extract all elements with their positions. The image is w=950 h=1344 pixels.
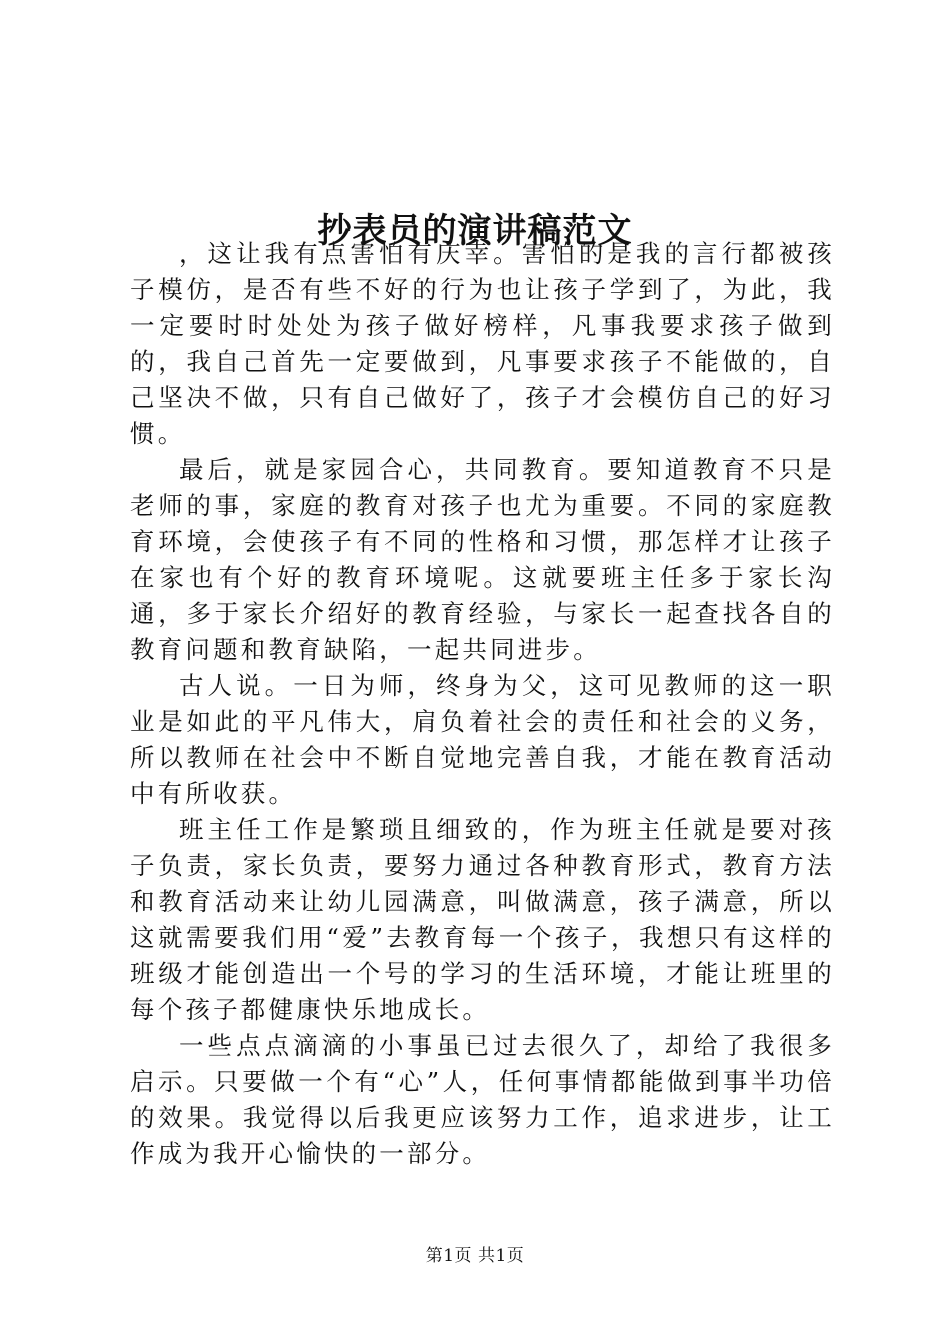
document-title: 抄表员的演讲稿范文: [317, 210, 633, 251]
paragraph-1: ，这让我有点害怕有庆幸。害怕的是我的言行都被孩子模仿，是否有些不好的行为也让孩子学到了，为此，我一定要时时处处为孩子做好榜样，凡事我要求孩子做到的，我自己首先一定要做到，凡事要求孩子不能做的，自己坚决不做，只有自己做好了，孩子才会模仿自己的好习惯。: [130, 239, 835, 448]
paragraph-5: 一些点点滴滴的小事虽已过去很久了，却给了我很多启示。只要做一个有“心”人，任何事情都能做到事半功倍的效果。我觉得以后我更应该努力工作，追求进步，让工作成为我开心愉快的一部分。: [130, 1031, 835, 1168]
paragraph-3: 古人说。一日为师，终身为父，这可见教师的这一职业是如此的平凡伟大，肩负着社会的责任和社会的义务，所以教师在社会中不断自觉地完善自我，才能在教育活动中有所收获。: [130, 671, 835, 808]
paragraph-4: 班主任工作是繁琐且细致的，作为班主任就是要对孩子负责，家长负责，要努力通过各种教育形式，教育方法和教育活动来让幼儿园满意，叫做满意，孩子满意，所以这就需要我们用“爱”去教育每一个孩子，我想只有这样的班级才能创造出一个号的学习的生活环境，才能让班里的每个孩子都健康快乐地成长。: [130, 815, 835, 1024]
page-footer: 第1页 共1页: [425, 1246, 525, 1266]
document-body: [130, 236, 835, 1172]
paragraph-2: 最后，就是家园合心，共同教育。要知道教育不只是老师的事，家庭的教育对孩子也尤为重要。不同的家庭教育环境，会使孩子有不同的性格和习惯，那怎样才让孩子在家也有个好的教育环境呢。这就要班主任多于家长沟通，多于家长介绍好的教育经验，与家长一起查找各自的教育问题和教育缺陷，一起共同进步。: [130, 455, 835, 664]
